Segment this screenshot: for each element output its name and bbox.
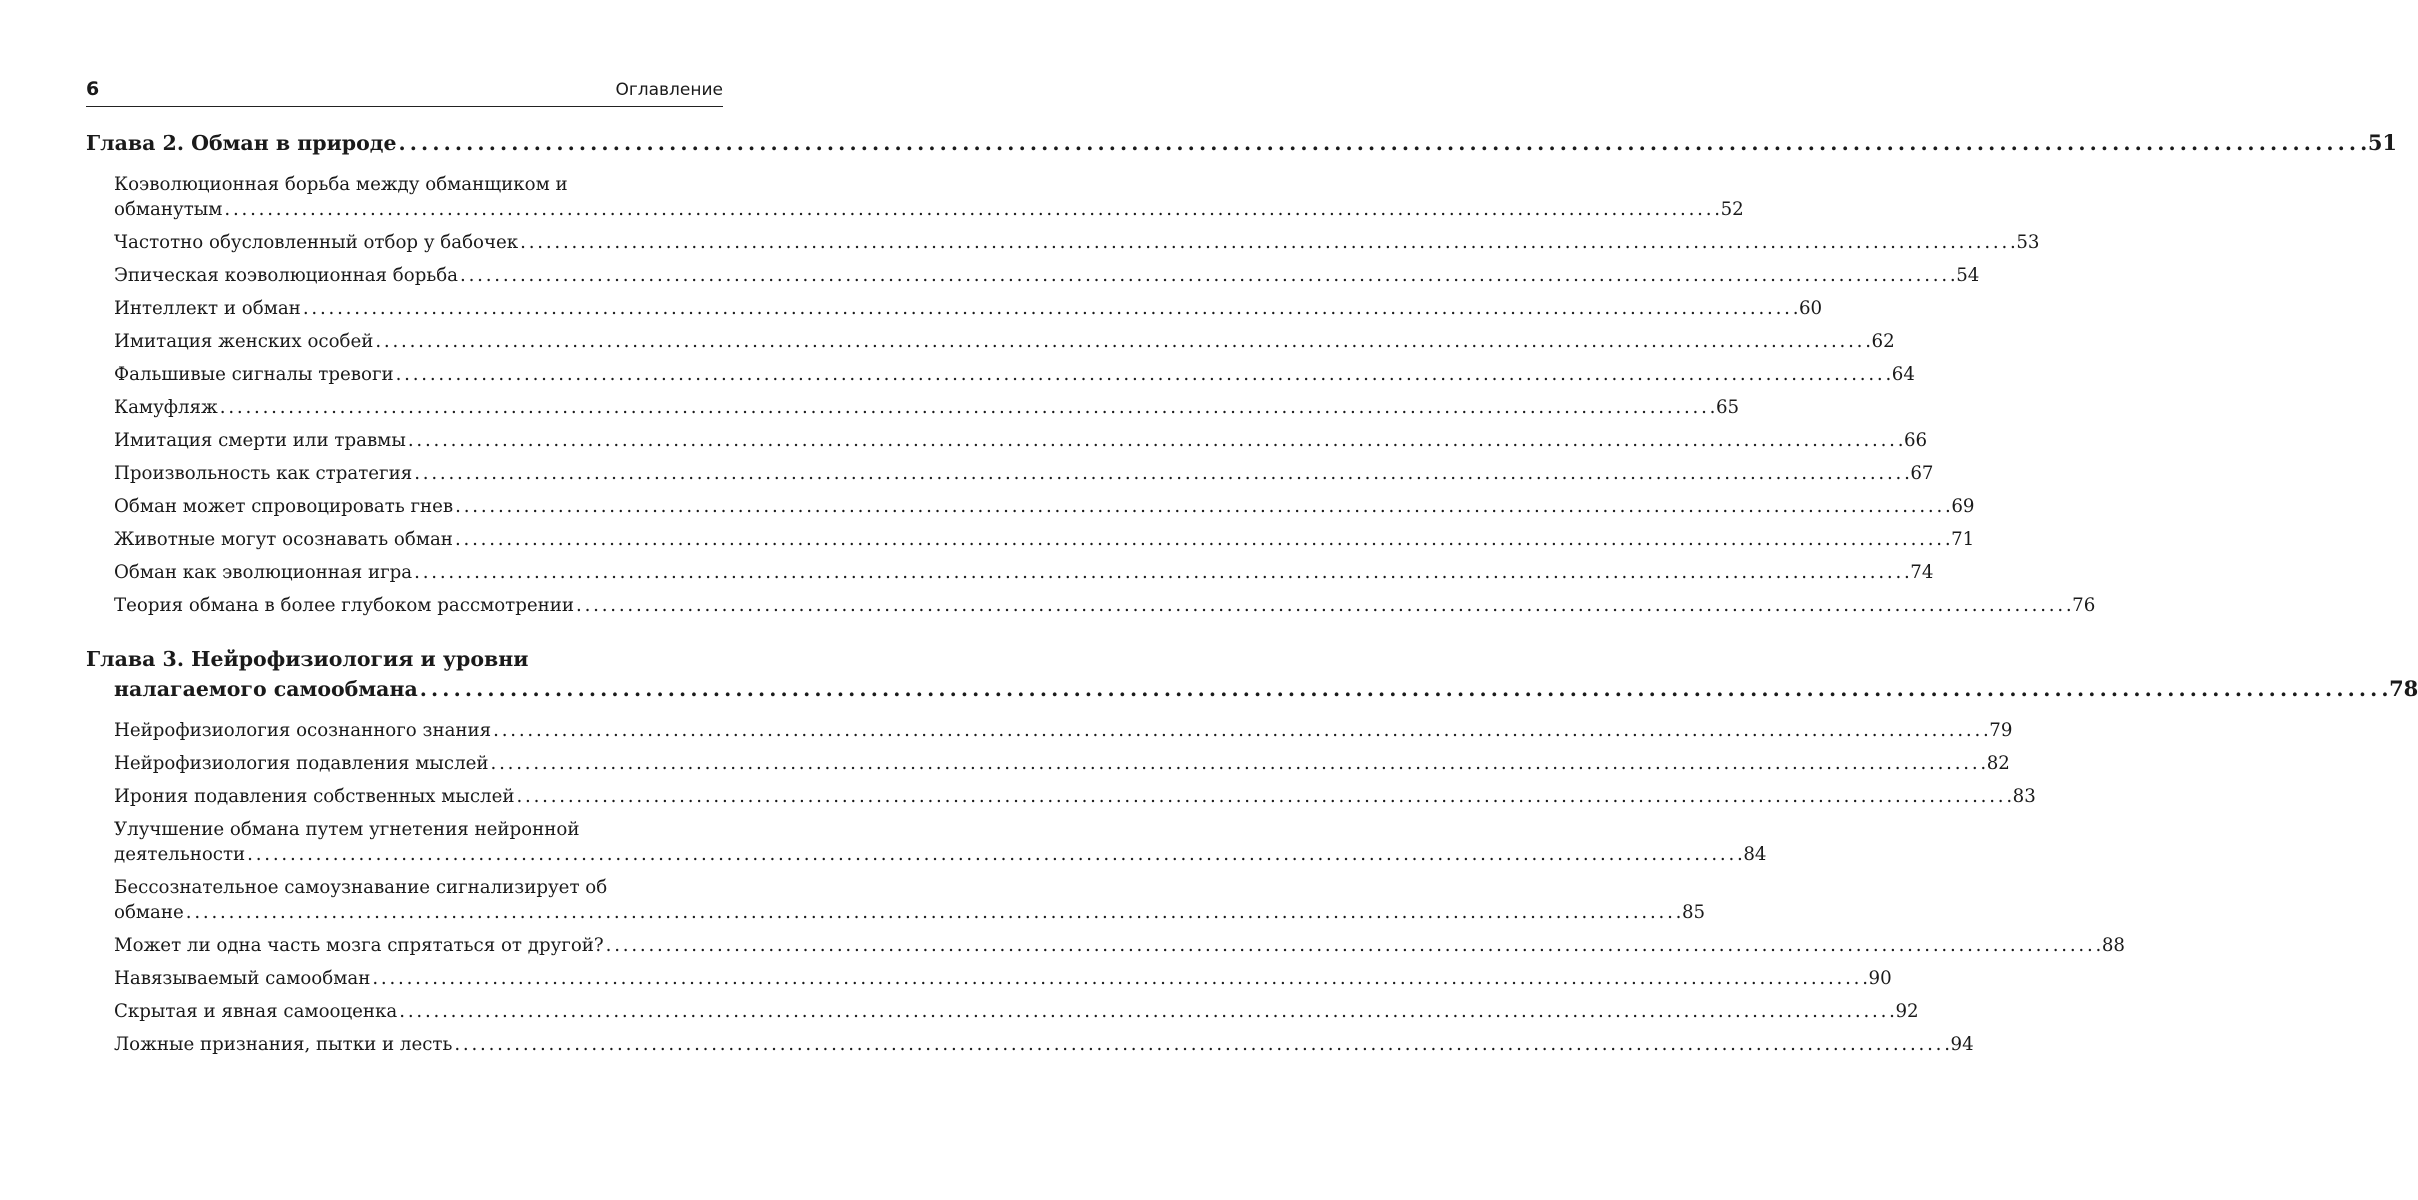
dot-leader [372, 966, 1866, 991]
entry-page: 88 [2101, 935, 2125, 956]
dot-leader [414, 560, 1908, 585]
chapter-3-heading[interactable] [86, 644, 2418, 704]
toc-entry[interactable] [86, 718, 2013, 743]
dot-leader [375, 329, 1869, 354]
entry-title: Частотно обусловленный отбор у бабочек [114, 232, 519, 253]
entry-page: 71 [1951, 529, 1975, 550]
entry-title-line: обманутым [114, 199, 223, 220]
entry-title: Нейрофизиология подавления мыслей [114, 753, 489, 774]
entry-page: 67 [1910, 463, 1934, 484]
dot-leader [247, 842, 1741, 867]
dot-leader [454, 1032, 1948, 1057]
dot-leader [491, 751, 1985, 776]
entry-title-line: Бессознательное самоузнавание сигнализирует об [114, 877, 608, 898]
entry-title: Эпическая коэволюционная борьба [114, 265, 459, 286]
entry-title: Животные могут осознавать обман [114, 529, 453, 550]
chapter-title: Глава 2. Обман в природе [86, 131, 397, 155]
toc-entry[interactable] [86, 560, 1934, 585]
chapter-title-line: Глава 3. Нейрофизиология и уровни [86, 647, 529, 671]
dot-leader [220, 395, 1714, 420]
entry-title: Фальшивые сигналы тревоги [114, 364, 394, 385]
dot-leader [460, 263, 1954, 288]
dot-leader [414, 461, 1908, 486]
toc-entry[interactable] [86, 1032, 1974, 1057]
toc-entry[interactable] [86, 230, 2040, 255]
entry-page: 79 [1989, 720, 2013, 741]
entry-title-line: Улучшение обмана путем угнетения нейронной [114, 819, 580, 840]
toc-entry[interactable] [86, 461, 1934, 486]
toc-entry[interactable] [86, 263, 1980, 288]
entry-page: 54 [1956, 265, 1980, 286]
dot-leader [224, 197, 1718, 222]
toc-entry[interactable] [86, 296, 1823, 321]
entry-title: Обман может спровоцировать гнев [114, 496, 454, 517]
entry-page: 83 [2012, 786, 2036, 807]
entry-page: 94 [1950, 1034, 1974, 1055]
entry-page: 66 [1903, 430, 1928, 451]
page-number: 6 [86, 78, 100, 100]
entry-title: Имитация смерти или травмы [114, 430, 406, 451]
entry-title-line: обмане [114, 902, 184, 923]
entry-page: 92 [1895, 1001, 1919, 1022]
entry-page: 90 [1868, 968, 1892, 989]
entry-page: 65 [1715, 397, 1740, 418]
entry-title: Нейрофизиология осознанного знания [114, 720, 492, 741]
dot-leader [399, 999, 1893, 1024]
toc-entry[interactable] [86, 751, 2010, 776]
toc-entry[interactable] [86, 362, 1915, 387]
dot-leader [455, 494, 1949, 519]
entry-title: Ложные признания, пытки и лесть [114, 1034, 453, 1055]
dot-leader [186, 900, 1680, 925]
entry-page: 62 [1871, 331, 1895, 352]
entry-page: 82 [1986, 753, 2010, 774]
dot-leader [520, 230, 2014, 255]
chapter-2-heading[interactable] [86, 128, 2398, 158]
entry-title: Может ли одна часть мозга спрятаться от другой? [114, 935, 604, 956]
entry-page: 60 [1798, 298, 1823, 319]
dot-leader [493, 718, 1987, 743]
entry-page: 76 [2072, 595, 2096, 616]
entry-title: Произвольность как стратегия [114, 463, 413, 484]
toc-entry[interactable] [86, 494, 1975, 519]
entry-page: 52 [1720, 199, 1744, 220]
entry-page: 53 [2016, 232, 2040, 253]
entry-page: 74 [1910, 562, 1934, 583]
dot-leader [455, 527, 1949, 552]
running-title: Оглавление [615, 80, 723, 100]
page-header [86, 78, 723, 107]
toc-entry[interactable] [86, 527, 1975, 552]
toc-entry[interactable] [86, 395, 1740, 420]
entry-title: Интеллект и обман [114, 298, 301, 319]
entry-title: Навязываемый самообман [114, 968, 371, 989]
entry-title: Ирония подавления собственных мыслей [114, 786, 515, 807]
dot-leader [303, 296, 1797, 321]
toc-entry[interactable] [86, 933, 2125, 958]
toc-entry[interactable] [86, 966, 1892, 991]
entry-page: 69 [1951, 496, 1975, 517]
entry-page: 85 [1681, 902, 1706, 923]
entry-page: 64 [1891, 364, 1915, 385]
toc-entry[interactable] [86, 329, 1895, 354]
entry-title: Теория обмана в более глубоком рассмотрении [114, 595, 574, 616]
dot-leader [399, 128, 2366, 158]
toc-entry[interactable] [86, 172, 1744, 222]
chapter-page: 78 [2389, 676, 2418, 701]
dot-leader [396, 362, 1890, 387]
entry-title: Скрытая и явная самооценка [114, 1001, 398, 1022]
table-of-contents [86, 128, 2418, 1065]
toc-entry[interactable] [86, 999, 1919, 1024]
entry-title: Камуфляж [114, 397, 218, 418]
toc-entry[interactable] [86, 875, 1706, 925]
entry-title-line: Коэволюционная борьба между обманщиком и [114, 174, 568, 195]
dot-leader [576, 593, 2070, 618]
toc-entry[interactable] [86, 817, 1767, 867]
toc-entry[interactable] [86, 784, 2036, 809]
entry-title: Имитация женских особей [114, 331, 374, 352]
entry-title: Обман как эволюционная игра [114, 562, 413, 583]
chapter-page: 51 [2367, 130, 2398, 155]
dot-leader [420, 674, 2387, 704]
dot-leader [408, 428, 1902, 453]
entry-page: 84 [1743, 844, 1767, 865]
entry-title-line: деятельности [114, 844, 246, 865]
toc-entry[interactable] [86, 593, 2096, 618]
toc-entry[interactable] [86, 428, 1928, 453]
chapter-title-line: налагаемого самообмана [114, 677, 418, 701]
dot-leader [606, 933, 2100, 958]
dot-leader [516, 784, 2010, 809]
